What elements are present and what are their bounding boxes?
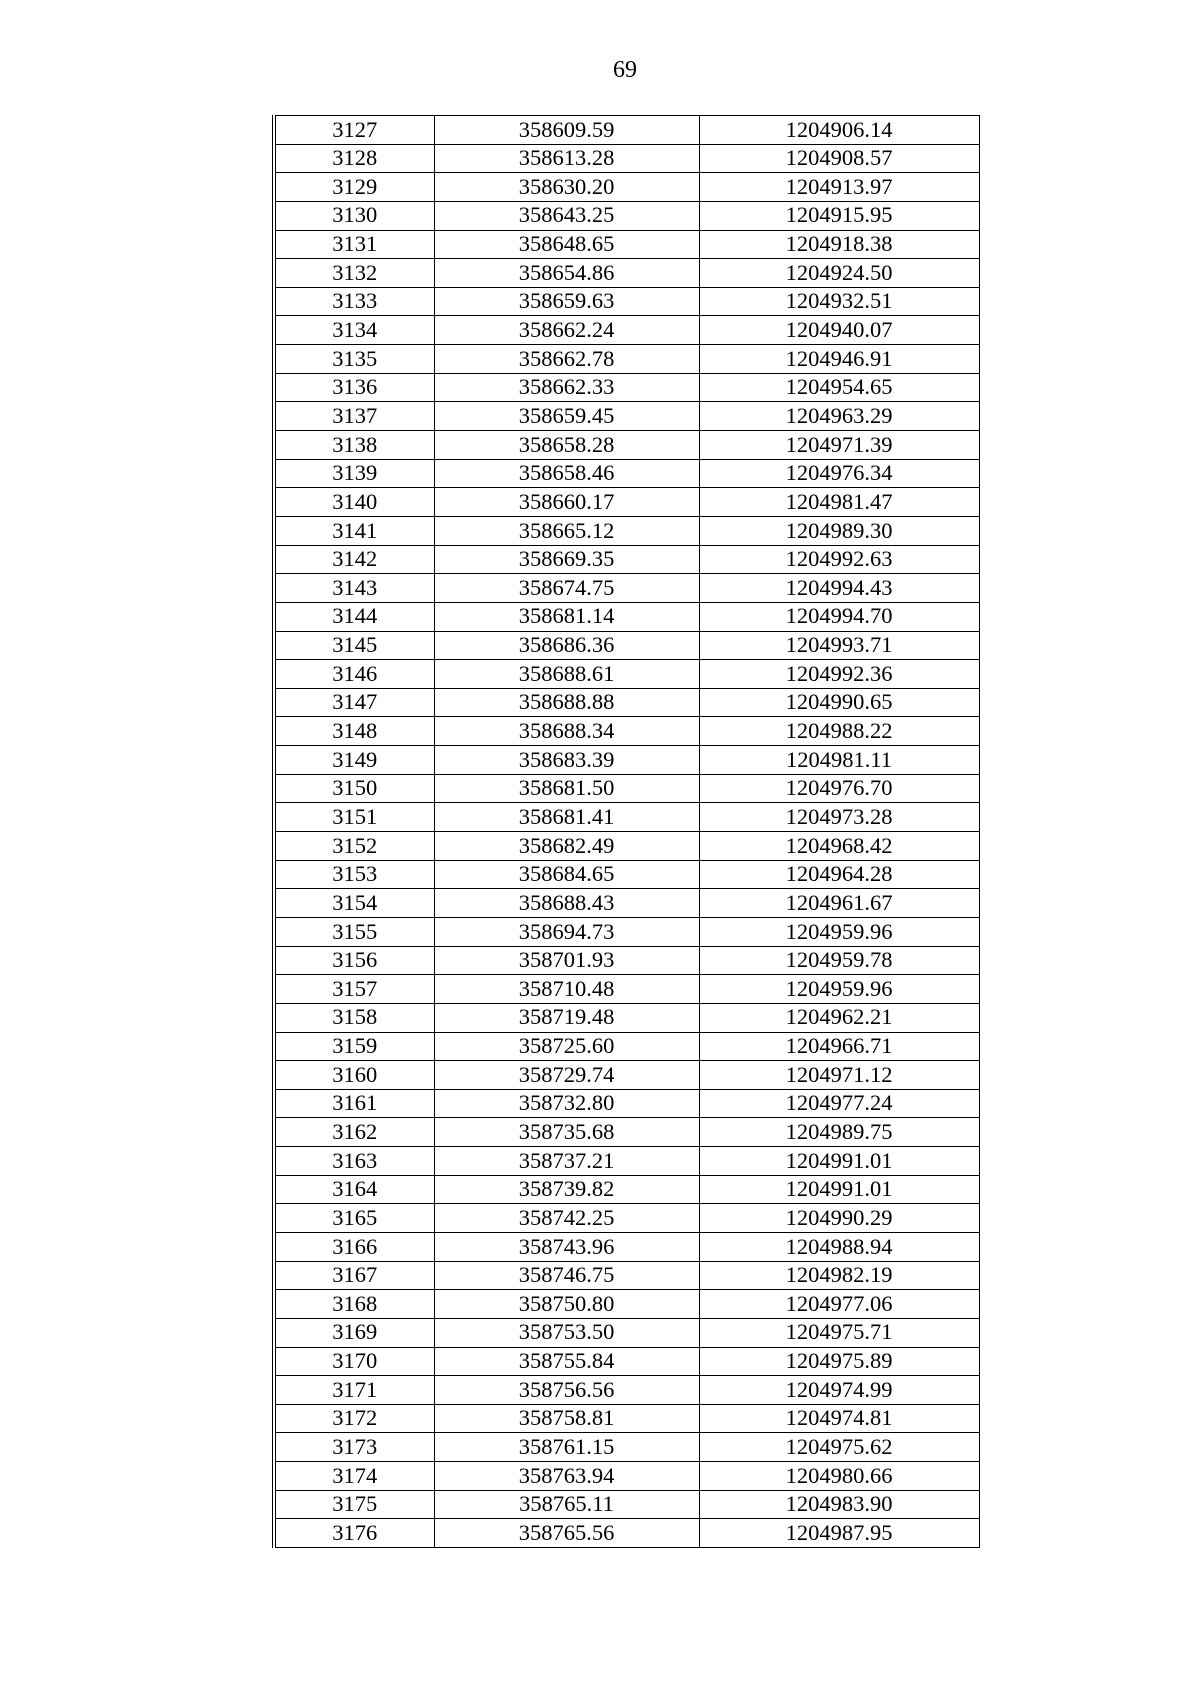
y-coordinate-cell: 1204918.38 (699, 230, 979, 259)
x-coordinate-cell: 358662.78 (434, 345, 699, 374)
x-coordinate-cell: 358660.17 (434, 488, 699, 517)
point-number-cell: 3154 (274, 889, 434, 918)
table-row (274, 1490, 979, 1519)
x-coordinate-cell: 358732.80 (434, 1089, 699, 1118)
table-row (274, 1118, 979, 1147)
x-coordinate-cell: 358674.75 (434, 574, 699, 603)
y-coordinate-cell: 1204968.42 (699, 832, 979, 861)
table-row (274, 287, 979, 316)
table-row (274, 803, 979, 832)
x-coordinate-cell: 358761.15 (434, 1433, 699, 1462)
table-row (274, 316, 979, 345)
x-coordinate-cell: 358682.49 (434, 832, 699, 861)
point-number-cell: 3172 (274, 1404, 434, 1433)
point-number-cell: 3147 (274, 688, 434, 717)
table-row (274, 431, 979, 460)
y-coordinate-cell: 1204981.11 (699, 746, 979, 775)
point-number-cell: 3176 (274, 1519, 434, 1548)
table-row (274, 459, 979, 488)
point-number-cell: 3168 (274, 1290, 434, 1319)
y-coordinate-cell: 1204994.43 (699, 574, 979, 603)
point-number-cell: 3155 (274, 917, 434, 946)
table-row (274, 545, 979, 574)
x-coordinate-cell: 358746.75 (434, 1261, 699, 1290)
table-row (274, 631, 979, 660)
table-row (274, 1204, 979, 1233)
coordinates-table (272, 115, 980, 1548)
y-coordinate-cell: 1204980.66 (699, 1462, 979, 1491)
table-row (274, 860, 979, 889)
x-coordinate-cell: 358683.39 (434, 746, 699, 775)
table-row (274, 1433, 979, 1462)
table-row (274, 259, 979, 288)
y-coordinate-cell: 1204946.91 (699, 345, 979, 374)
point-number-cell: 3128 (274, 144, 434, 173)
x-coordinate-cell: 358742.25 (434, 1204, 699, 1233)
point-number-cell: 3174 (274, 1462, 434, 1491)
y-coordinate-cell: 1204924.50 (699, 259, 979, 288)
x-coordinate-cell: 358684.65 (434, 860, 699, 889)
point-number-cell: 3151 (274, 803, 434, 832)
table-row (274, 975, 979, 1004)
point-number-cell: 3145 (274, 631, 434, 660)
x-coordinate-cell: 358669.35 (434, 545, 699, 574)
table-row (274, 946, 979, 975)
x-coordinate-cell: 358735.68 (434, 1118, 699, 1147)
x-coordinate-cell: 358701.93 (434, 946, 699, 975)
y-coordinate-cell: 1204976.34 (699, 459, 979, 488)
point-number-cell: 3137 (274, 402, 434, 431)
point-number-cell: 3162 (274, 1118, 434, 1147)
point-number-cell: 3173 (274, 1433, 434, 1462)
x-coordinate-cell: 358763.94 (434, 1462, 699, 1491)
y-coordinate-cell: 1204974.81 (699, 1404, 979, 1433)
point-number-cell: 3164 (274, 1175, 434, 1204)
x-coordinate-cell: 358710.48 (434, 975, 699, 1004)
table-row (274, 917, 979, 946)
point-number-cell: 3175 (274, 1490, 434, 1519)
x-coordinate-cell: 358756.56 (434, 1376, 699, 1405)
y-coordinate-cell: 1204959.96 (699, 975, 979, 1004)
table-row (274, 717, 979, 746)
point-number-cell: 3161 (274, 1089, 434, 1118)
x-coordinate-cell: 358658.46 (434, 459, 699, 488)
table-row (274, 1376, 979, 1405)
point-number-cell: 3133 (274, 287, 434, 316)
x-coordinate-cell: 358688.34 (434, 717, 699, 746)
point-number-cell: 3159 (274, 1032, 434, 1061)
y-coordinate-cell: 1204988.22 (699, 717, 979, 746)
table-row (274, 488, 979, 517)
point-number-cell: 3148 (274, 717, 434, 746)
table-row (274, 144, 979, 173)
x-coordinate-cell: 358725.60 (434, 1032, 699, 1061)
y-coordinate-cell: 1204915.95 (699, 201, 979, 230)
table-row (274, 1147, 979, 1176)
y-coordinate-cell: 1204982.19 (699, 1261, 979, 1290)
point-number-cell: 3134 (274, 316, 434, 345)
point-number-cell: 3167 (274, 1261, 434, 1290)
x-coordinate-cell: 358758.81 (434, 1404, 699, 1433)
x-coordinate-cell: 358765.11 (434, 1490, 699, 1519)
y-coordinate-cell: 1204961.67 (699, 889, 979, 918)
point-number-cell: 3136 (274, 373, 434, 402)
point-number-cell: 3153 (274, 860, 434, 889)
point-number-cell: 3132 (274, 259, 434, 288)
table-row (274, 1318, 979, 1347)
x-coordinate-cell: 358658.28 (434, 431, 699, 460)
point-number-cell: 3160 (274, 1061, 434, 1090)
point-number-cell: 3135 (274, 345, 434, 374)
y-coordinate-cell: 1204990.29 (699, 1204, 979, 1233)
y-coordinate-cell: 1204977.06 (699, 1290, 979, 1319)
y-coordinate-cell: 1204988.94 (699, 1232, 979, 1261)
y-coordinate-cell: 1204992.36 (699, 660, 979, 689)
table-row (274, 774, 979, 803)
table-row (274, 602, 979, 631)
table-row (274, 1404, 979, 1433)
x-coordinate-cell: 358729.74 (434, 1061, 699, 1090)
point-number-cell: 3142 (274, 545, 434, 574)
x-coordinate-cell: 358654.86 (434, 259, 699, 288)
x-coordinate-cell: 358659.45 (434, 402, 699, 431)
y-coordinate-cell: 1204959.78 (699, 946, 979, 975)
x-coordinate-cell: 358681.14 (434, 602, 699, 631)
x-coordinate-cell: 358753.50 (434, 1318, 699, 1347)
y-coordinate-cell: 1204913.97 (699, 173, 979, 202)
point-number-cell: 3140 (274, 488, 434, 517)
point-number-cell: 3158 (274, 1003, 434, 1032)
x-coordinate-cell: 358739.82 (434, 1175, 699, 1204)
y-coordinate-cell: 1204991.01 (699, 1147, 979, 1176)
x-coordinate-cell: 358643.25 (434, 201, 699, 230)
point-number-cell: 3156 (274, 946, 434, 975)
x-coordinate-cell: 358688.43 (434, 889, 699, 918)
x-coordinate-cell: 358750.80 (434, 1290, 699, 1319)
x-coordinate-cell: 358665.12 (434, 516, 699, 545)
table-row (274, 1519, 979, 1548)
y-coordinate-cell: 1204994.70 (699, 602, 979, 631)
y-coordinate-cell: 1204932.51 (699, 287, 979, 316)
point-number-cell: 3169 (274, 1318, 434, 1347)
point-number-cell: 3149 (274, 746, 434, 775)
y-coordinate-cell: 1204992.63 (699, 545, 979, 574)
y-coordinate-cell: 1204971.39 (699, 431, 979, 460)
x-coordinate-cell: 358737.21 (434, 1147, 699, 1176)
point-number-cell: 3157 (274, 975, 434, 1004)
point-number-cell: 3163 (274, 1147, 434, 1176)
x-coordinate-cell: 358648.65 (434, 230, 699, 259)
point-number-cell: 3131 (274, 230, 434, 259)
table-row (274, 373, 979, 402)
y-coordinate-cell: 1204990.65 (699, 688, 979, 717)
point-number-cell: 3139 (274, 459, 434, 488)
table-row (274, 173, 979, 202)
y-coordinate-cell: 1204993.71 (699, 631, 979, 660)
y-coordinate-cell: 1204962.21 (699, 1003, 979, 1032)
table-row (274, 660, 979, 689)
y-coordinate-cell: 1204906.14 (699, 116, 979, 145)
table-row (274, 574, 979, 603)
x-coordinate-cell: 358681.50 (434, 774, 699, 803)
y-coordinate-cell: 1204964.28 (699, 860, 979, 889)
y-coordinate-cell: 1204989.30 (699, 516, 979, 545)
table-row (274, 1003, 979, 1032)
point-number-cell: 3144 (274, 602, 434, 631)
x-coordinate-cell: 358688.88 (434, 688, 699, 717)
x-coordinate-cell: 358630.20 (434, 173, 699, 202)
y-coordinate-cell: 1204987.95 (699, 1519, 979, 1548)
point-number-cell: 3129 (274, 173, 434, 202)
table-row (274, 1175, 979, 1204)
y-coordinate-cell: 1204971.12 (699, 1061, 979, 1090)
y-coordinate-cell: 1204963.29 (699, 402, 979, 431)
table-row (274, 1290, 979, 1319)
x-coordinate-cell: 358765.56 (434, 1519, 699, 1548)
table-row (274, 1232, 979, 1261)
x-coordinate-cell: 358694.73 (434, 917, 699, 946)
y-coordinate-cell: 1204991.01 (699, 1175, 979, 1204)
table-row (274, 201, 979, 230)
point-number-cell: 3130 (274, 201, 434, 230)
y-coordinate-cell: 1204981.47 (699, 488, 979, 517)
point-number-cell: 3146 (274, 660, 434, 689)
y-coordinate-cell: 1204974.99 (699, 1376, 979, 1405)
y-coordinate-cell: 1204977.24 (699, 1089, 979, 1118)
table-row (274, 345, 979, 374)
point-number-cell: 3127 (274, 116, 434, 145)
point-number-cell: 3150 (274, 774, 434, 803)
y-coordinate-cell: 1204983.90 (699, 1490, 979, 1519)
point-number-cell: 3171 (274, 1376, 434, 1405)
y-coordinate-cell: 1204973.28 (699, 803, 979, 832)
y-coordinate-cell: 1204959.96 (699, 917, 979, 946)
table-row (274, 230, 979, 259)
table-row (274, 746, 979, 775)
point-number-cell: 3143 (274, 574, 434, 603)
x-coordinate-cell: 358681.41 (434, 803, 699, 832)
table-row (274, 1061, 979, 1090)
point-number-cell: 3165 (274, 1204, 434, 1233)
table-row (274, 402, 979, 431)
table-row (274, 1462, 979, 1491)
x-coordinate-cell: 358755.84 (434, 1347, 699, 1376)
x-coordinate-cell: 358613.28 (434, 144, 699, 173)
table-row (274, 832, 979, 861)
table-row (274, 1347, 979, 1376)
page-number: 69 (613, 57, 637, 83)
y-coordinate-cell: 1204966.71 (699, 1032, 979, 1061)
table-row (274, 116, 979, 145)
table-row (274, 1089, 979, 1118)
point-number-cell: 3138 (274, 431, 434, 460)
y-coordinate-cell: 1204975.89 (699, 1347, 979, 1376)
table-row (274, 889, 979, 918)
y-coordinate-cell: 1204908.57 (699, 144, 979, 173)
table-row (274, 1261, 979, 1290)
point-number-cell: 3166 (274, 1232, 434, 1261)
y-coordinate-cell: 1204976.70 (699, 774, 979, 803)
point-number-cell: 3170 (274, 1347, 434, 1376)
table-row (274, 688, 979, 717)
table-row (274, 516, 979, 545)
x-coordinate-cell: 358743.96 (434, 1232, 699, 1261)
x-coordinate-cell: 358686.36 (434, 631, 699, 660)
point-number-cell: 3152 (274, 832, 434, 861)
table-body (274, 116, 979, 1548)
table-row (274, 1032, 979, 1061)
point-number-cell: 3141 (274, 516, 434, 545)
y-coordinate-cell: 1204975.71 (699, 1318, 979, 1347)
x-coordinate-cell: 358609.59 (434, 116, 699, 145)
x-coordinate-cell: 358662.33 (434, 373, 699, 402)
y-coordinate-cell: 1204975.62 (699, 1433, 979, 1462)
x-coordinate-cell: 358659.63 (434, 287, 699, 316)
y-coordinate-cell: 1204940.07 (699, 316, 979, 345)
y-coordinate-cell: 1204954.65 (699, 373, 979, 402)
y-coordinate-cell: 1204989.75 (699, 1118, 979, 1147)
x-coordinate-cell: 358719.48 (434, 1003, 699, 1032)
x-coordinate-cell: 358662.24 (434, 316, 699, 345)
x-coordinate-cell: 358688.61 (434, 660, 699, 689)
